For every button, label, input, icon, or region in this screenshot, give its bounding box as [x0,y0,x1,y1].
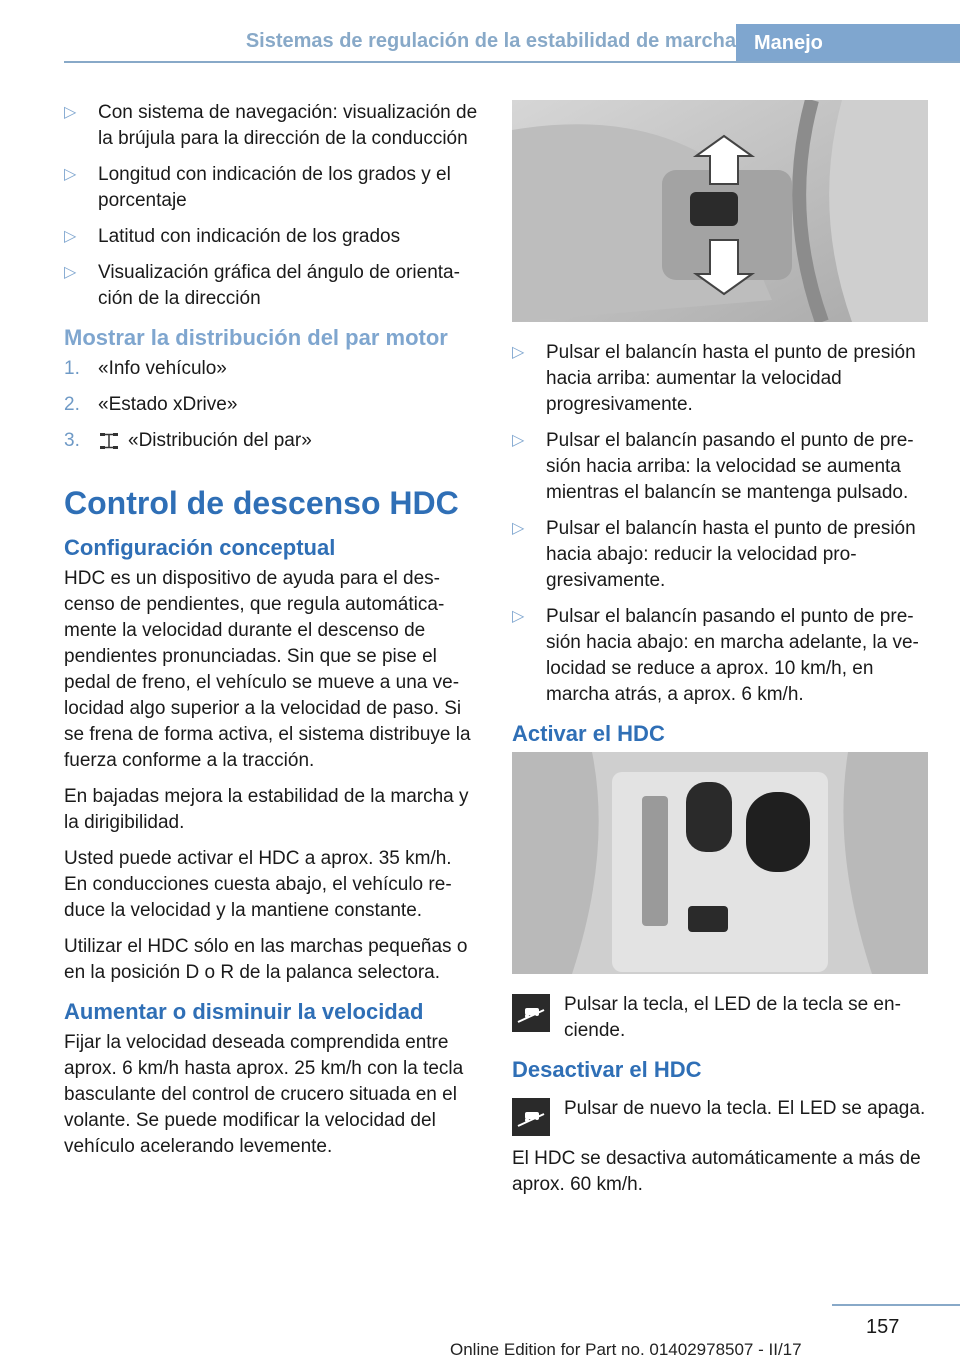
list-item: ▷ Longitud con indicación de los grados y el porcentaje [64,164,451,211]
triangle-bullet-icon: ▷ [64,228,77,245]
left-column [64,100,480,1170]
triangle-bullet-icon: ▷ [512,344,525,361]
torque-steps [64,356,480,454]
display-options-list [64,100,480,312]
concept-paragraph: Usted puede activar el HDC a aprox. 35 km/h. En conducciones cuesta abajo, el vehículo reduce la velocidad y la mantiene constante. [64,848,452,921]
activate-heading: Activar el HDC [512,721,665,746]
triangle-bullet-icon: ▷ [64,264,77,281]
deactivate-text: Pulsar de nuevo la tecla. El LED se apaga. [564,1098,926,1119]
concept-paragraph: Utilizar el HDC sólo en las marchas pequeñas o en la posición D o R de la palanca selectora. [64,936,468,983]
deactivate-heading: Desactivar el HDC [512,1057,702,1082]
list-item: ▷ Con sistema de navegación: visualización de la brújula para la dirección de la conducción [64,102,478,149]
footer-rule [832,1304,960,1306]
list-item: ▷ Latitud con indicación de los grados [64,224,480,250]
list-item: ▷ Visualización gráfica del ángulo de orientación de la dirección [64,262,460,309]
activate-text: Pulsar la tecla, el LED de la tecla se enciende. [564,994,901,1041]
speed-paragraph: Fijar la velocidad deseada comprendida entre aprox. 6 km/h hasta aprox. 25 km/h con la tecla basculante del control de crucero situada en el volante. Se puede modificar la velocidad del vehículo acelerando levemente. [64,1032,464,1157]
step-item: 3. «Distribución del par» [64,430,312,451]
page-header [0,0,960,64]
torque-heading: Mostrar la distribución del par motor [64,325,448,350]
hdc-button-icon [512,994,550,1032]
concept-paragraph: HDC es un dispositivo de ayuda para el descenso de pendientes, que regula automáticamente la velocidad durante el descenso de pendientes pronunciadas. Sin que se pise el pedal de freno, el vehículo se mueve a una velocidad algo superior a la velocidad de paso. Si se frena de forma activa, el sistema distribuye la fuerza conforme a la tracción. [64,568,471,771]
header-rule [64,61,960,63]
section-title: Sistemas de regulación de la estabilidad de marcha [245,30,736,52]
concept-heading: Configuración conceptual [64,535,336,560]
list-item: ▷ Pulsar el balancín pasando el punto de presión hacia abajo: en marcha adelante, la velocidad se reduce a aprox. 10 km/h, en marcha atrás, a aprox. 6 km/h. [512,606,919,705]
triangle-bullet-icon: ▷ [64,166,77,183]
activate-row [512,992,928,1044]
edition-note: Online Edition for Part no. 01402978507 - II/17 [450,1340,802,1359]
steering-rocker-photo [512,100,928,322]
deactivate-row [512,1096,928,1136]
hdc-title: Control de descenso HDC [64,485,459,521]
triangle-bullet-icon: ▷ [64,104,77,121]
center-console-photo [512,752,928,974]
hdc-button-icon [512,1098,550,1136]
list-item: ▷ Pulsar el balancín hasta el punto de presión hacia abajo: reducir la velocidad progresivamente. [512,518,916,591]
torque-distribution-icon [98,431,120,451]
list-item: ▷ Pulsar el balancín pasando el punto de presión hacia arriba: la velocidad se aumenta mientras el balancín se mantenga pulsado. [512,430,914,503]
triangle-bullet-icon: ▷ [512,520,525,537]
rocker-instructions-list [512,340,928,708]
list-item: ▷ Pulsar el balancín hasta el punto de presión hacia arriba: aumentar la velocidad progresivamente. [512,342,916,415]
speed-heading: Aumentar o disminuir la velocidad [64,999,424,1024]
auto-off-text: El HDC se desactiva automáticamente a más de aprox. 60 km/h. [512,1148,921,1195]
concept-paragraph: En bajadas mejora la estabilidad de la marcha y la dirigibilidad. [64,786,469,833]
triangle-bullet-icon: ▷ [512,432,525,449]
triangle-bullet-icon: ▷ [512,608,525,625]
right-column [512,100,928,1208]
chapter-tab[interactable]: Manejo [736,24,960,62]
step-item: 1. «Info vehículo» [64,358,227,379]
step-item: 2. «Estado xDrive» [64,394,238,415]
page-number: 157 [866,1316,900,1338]
